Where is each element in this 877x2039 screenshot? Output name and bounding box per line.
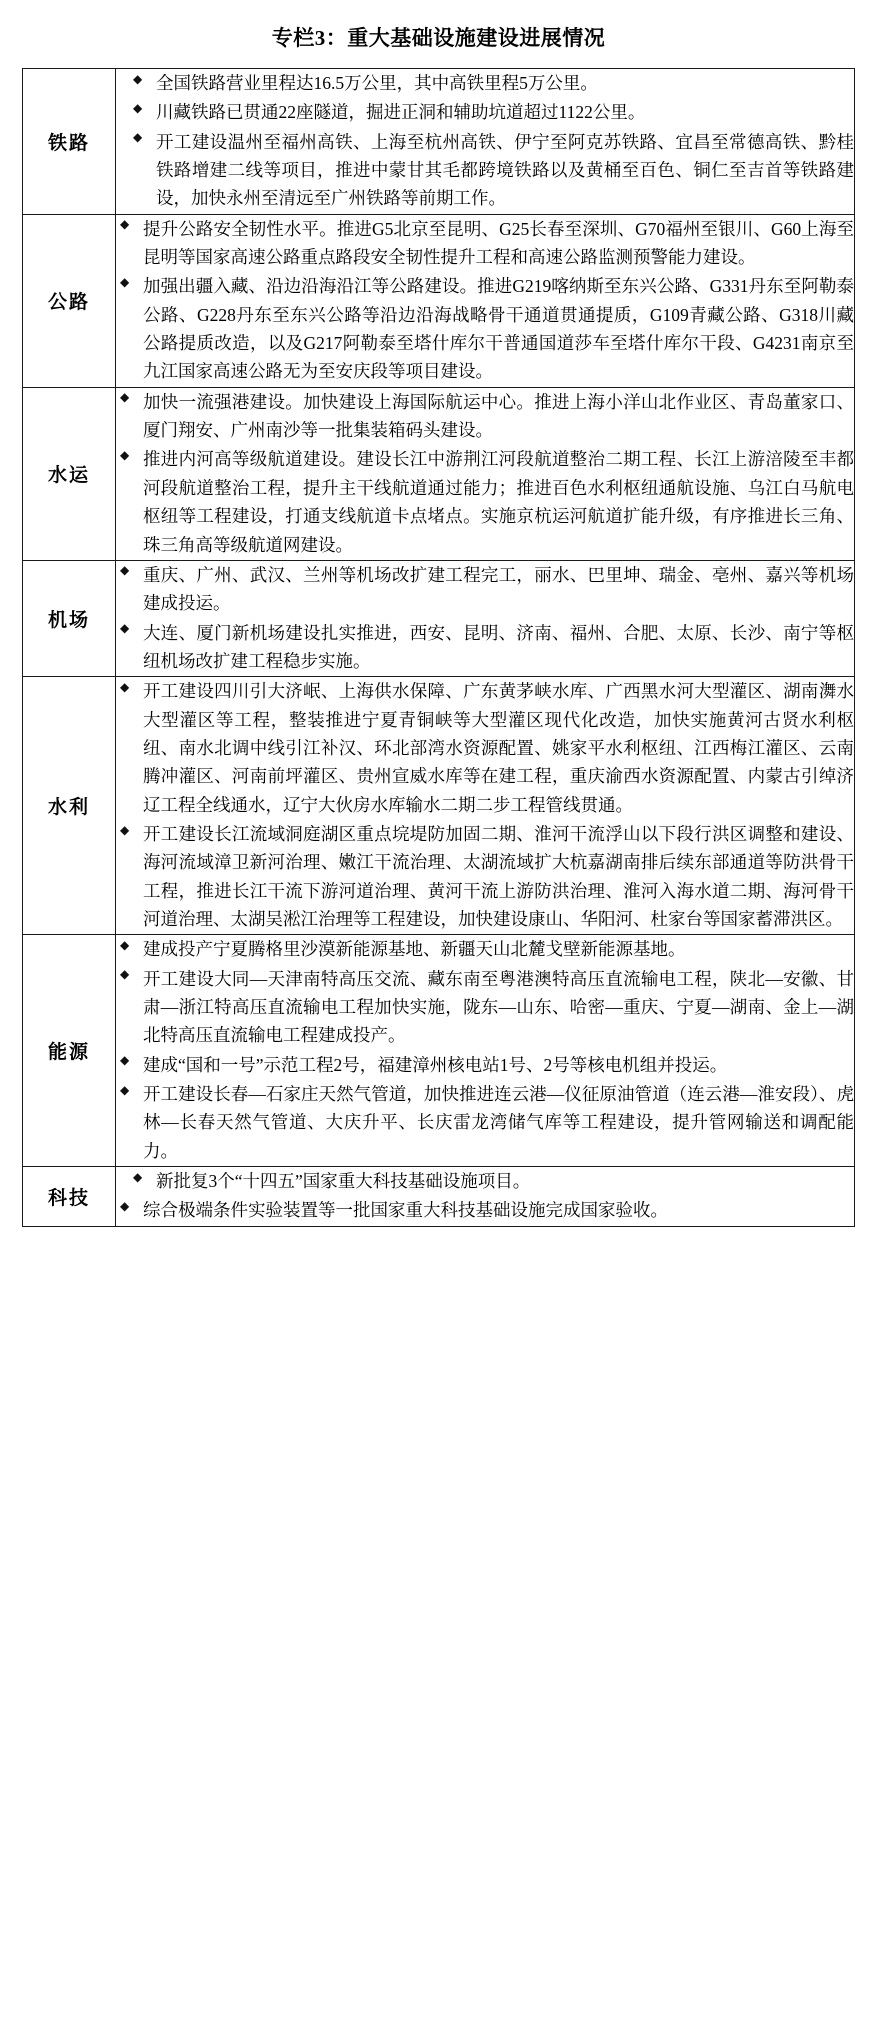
list-item (116, 69, 854, 97)
diamond-bullet-icon: ◆ (133, 1169, 143, 1184)
list-item-text: 建成投产宁夏腾格里沙漠新能源基地、新疆天山北麓戈壁新能源基地。 (143, 939, 686, 960)
diamond-bullet-icon: ◆ (133, 100, 143, 115)
list-item (116, 1196, 854, 1224)
table-body (23, 69, 855, 1227)
table-row (23, 214, 855, 387)
list-item (116, 677, 854, 819)
list-item (116, 1167, 854, 1195)
table-row (23, 387, 855, 560)
list-item-text: 大连、厦门新机场建设扎实推进，西安、昆明、济南、福州、合肥、太原、长沙、南宁等枢纽机场改扩建工程稳步实施。 (143, 622, 854, 671)
diamond-bullet-icon: ◆ (120, 217, 130, 232)
list-item (116, 820, 854, 933)
list-item (116, 98, 854, 126)
list-item (116, 1051, 854, 1079)
table-row (23, 677, 855, 935)
row-category-label: 水利 (23, 677, 116, 935)
list-item-text: 开工建设长春—石家庄天然气管道，加快推进连云港—仪征原油管道（连云港—淮安段）、虎林—长春天然气管道、大庆升平、长庆雷龙湾储气库等工程建设，提升管网输送和调配能力。 (143, 1084, 854, 1161)
list-item-text: 新批复3个“十四五”国家重大科技基础设施项目。 (156, 1171, 531, 1192)
page-title: 专栏3：重大基础设施建设进展情况 (271, 26, 606, 50)
list-item-text: 建成“国和一号”示范工程2号，福建漳州核电站1号、2号等核电机组并投运。 (143, 1054, 728, 1075)
list-item-text: 提升公路安全韧性水平。推进G5北京至昆明、G25长春至深圳、G70福州至银川、G60上海至昆明等国家高速公路重点路段安全韧性提升工程和高速公路监测预警能力建设。 (143, 218, 854, 268)
row-category-label: 能源 (23, 935, 116, 1167)
table-row (23, 935, 855, 1167)
list-item-text: 加强出疆入藏、沿边沿海沿江等公路建设。推进G219喀纳斯至东兴公路、G331丹东至阿勒泰公路、G228丹东至东兴公路等沿边沿海战略骨干通道贯通提质，G109青藏公路、G318川藏公路提质改造，以及G217阿勒泰至塔什库尔干普通国道莎车至塔什库尔干段、G4231南京至九江国家高速公路无为至安庆段等项目建设。 (143, 276, 854, 382)
list-item-text: 加快一流强港建设。加快建设上海国际航运中心。推进上海小洋山北作业区、青岛董家口、厦门翔安、广州南沙等一批集装箱码头建设。 (143, 391, 854, 441)
list-item-text: 开工建设四川引大济岷、上海供水保障、广东黄茅峡水库、广西黑水河大型灌区、湖南㵲水大型灌区等工程，整装推进宁夏青铜峡等大型灌区现代化改造，加快实施黄河古贤水利枢纽、南水北调中线引江补汉、环北部湾水资源配置、姚家平水利枢纽、江西梅江灌区、云南腾冲灌区、河南前坪灌区、贵州宣威水库等在建工程，重庆渝西水资源配置、内蒙古引绰济辽工程全线通水，辽宁大伙房水库输水二期二步工程管线贯通。 (143, 681, 854, 815)
item-list (116, 69, 854, 213)
list-item (116, 935, 854, 963)
list-item (116, 965, 854, 1050)
list-item (116, 388, 854, 445)
item-list (116, 935, 854, 1165)
list-item-text: 全国铁路营业里程达16.5万公里，其中高铁里程5万公里。 (156, 73, 598, 93)
list-item-text: 开工建设温州至福州高铁、上海至杭州高铁、伊宁至阿克苏铁路、宜昌至常德高铁、黔桂铁路增建二线等项目，推进中蒙甘其毛都跨境铁路以及黄桶至百色、铜仁至吉首等铁路建设，加快永州至清远至广州铁路等前期工作。 (156, 131, 854, 209)
row-category-label: 科技 (23, 1167, 116, 1227)
list-item-text: 综合极端条件实验装置等一批国家重大科技基础设施完成国家验收。 (143, 1200, 668, 1221)
diamond-bullet-icon: ◆ (120, 563, 130, 578)
list-item (116, 215, 854, 272)
list-item-text: 重庆、广州、武汉、兰州等机场改扩建工程完工，丽水、巴里坤、瑞金、亳州、嘉兴等机场建成投运。 (143, 564, 854, 614)
diamond-bullet-icon: ◆ (133, 130, 143, 145)
table-row (23, 69, 855, 215)
row-content (116, 560, 855, 676)
item-list (116, 561, 854, 675)
diamond-bullet-icon: ◆ (120, 390, 130, 405)
item-list (116, 1167, 854, 1225)
list-item-text: 开工建设大同—天津南特高压交流、藏东南至粤港澳特高压直流输电工程，陕北—安徽、甘肃—浙江特高压直流输电工程加快实施，陇东—山东、哈密—重庆、宁夏—湖南、金上—湖北特高压直流输电工程建成投产。 (143, 968, 854, 1046)
list-item-text: 推进内河高等级航道建设。建设长江中游荆江河段航道整治二期工程、长江上游涪陵至丰都河段航道整治工程，提升主干线航道通过能力；推进百色水利枢纽通航设施、乌江白马航电枢纽等工程建设，打通支线航道卡点堵点。实施京杭运河航道扩能升级，有序推进长三角、珠三角高等级航道网建设。 (143, 449, 854, 555)
row-content (116, 677, 855, 935)
row-category-label: 水运 (23, 387, 116, 560)
infrastructure-progress-table (22, 68, 855, 1227)
diamond-bullet-icon: ◆ (120, 1053, 130, 1068)
diamond-bullet-icon: ◆ (120, 1199, 130, 1213)
list-item (116, 619, 854, 676)
diamond-bullet-icon: ◆ (120, 822, 130, 837)
item-list (116, 215, 854, 386)
diamond-bullet-icon: ◆ (120, 937, 130, 952)
item-list (116, 388, 854, 559)
row-content (116, 214, 855, 387)
diamond-bullet-icon: ◆ (120, 967, 130, 982)
list-item-text: 川藏铁路已贯通22座隧道，掘进正洞和辅助坑道超过1122公里。 (156, 102, 646, 123)
row-content (116, 935, 855, 1167)
row-content (116, 1167, 855, 1227)
list-item (116, 1080, 854, 1165)
list-item (116, 561, 854, 618)
row-category-label: 公路 (23, 214, 116, 387)
list-item (116, 445, 854, 558)
diamond-bullet-icon: ◆ (133, 71, 143, 86)
diamond-bullet-icon: ◆ (120, 621, 130, 636)
diamond-bullet-icon: ◆ (120, 448, 130, 463)
table-row (23, 560, 855, 676)
row-category-label: 铁路 (23, 69, 116, 215)
item-list (116, 677, 854, 933)
list-item (116, 272, 854, 385)
row-content (116, 387, 855, 560)
diamond-bullet-icon: ◆ (120, 1082, 130, 1097)
list-item-text: 开工建设长江流域洞庭湖区重点垸堤防加固二期、淮河干流浮山以下段行洪区调整和建设、海河流域漳卫新河治理、嫩江干流治理、太湖流域扩大杭嘉湖南排后续东部通道等防洪骨干工程，推进长江干流下游河道治理、黄河干流上游防洪治理、淮河入海水道二期、海河骨干河道治理、太湖吴淞江治理等工程建设，加快建设康山、华阳河、杜家台等国家蓄滞洪区。 (143, 823, 854, 929)
row-category-label: 机场 (23, 560, 116, 676)
diamond-bullet-icon: ◆ (120, 679, 130, 694)
diamond-bullet-icon: ◆ (120, 275, 130, 289)
table-row (23, 1167, 855, 1227)
row-content (116, 69, 855, 215)
list-item (116, 128, 854, 213)
